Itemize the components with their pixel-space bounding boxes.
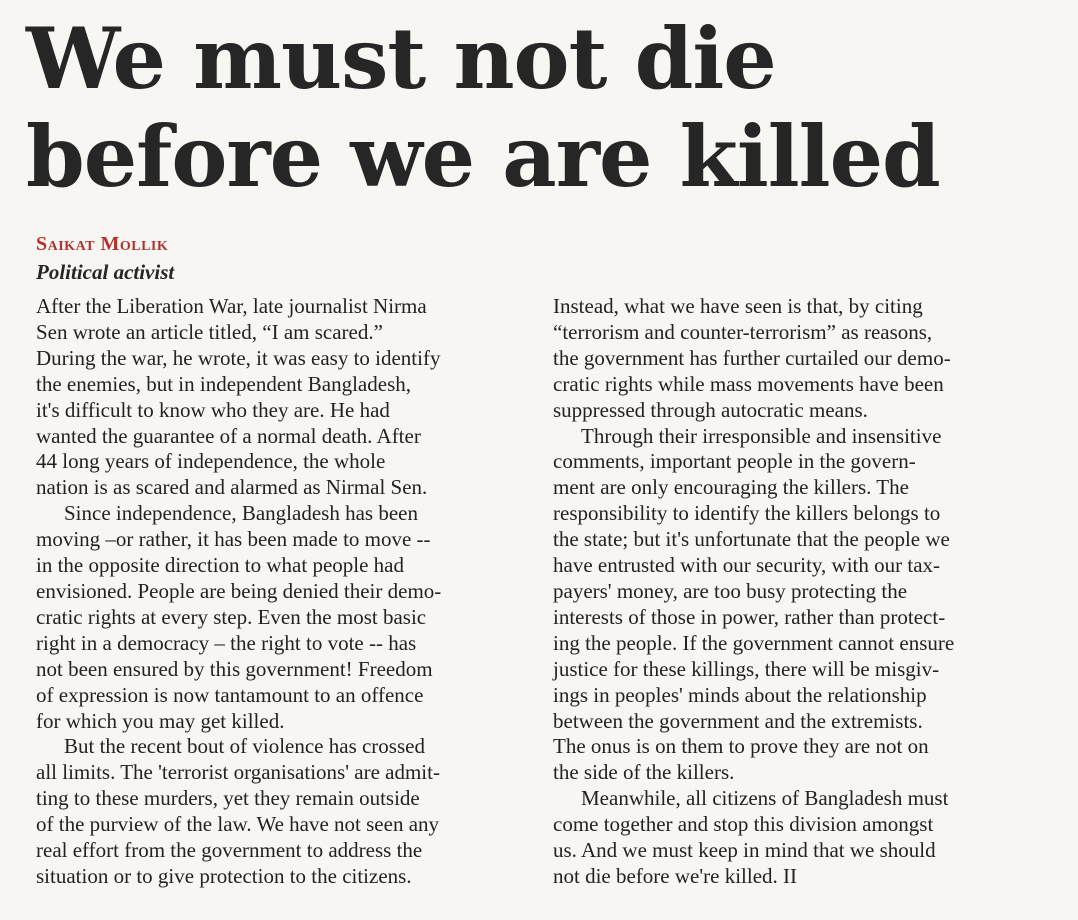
body-text-line: Instead, what we have seen is that, by citing xyxy=(553,294,923,318)
body-text-line: Through their irresponsible and insensitive xyxy=(581,423,942,448)
body-text-line: the government has further curtailed our demo- xyxy=(553,345,951,370)
body-text-line: ings in peoples' minds about the relationship xyxy=(553,682,927,707)
body-text-line: of expression is now tantamount to an offence xyxy=(36,682,424,707)
body-text-line: between the government and the extremists. xyxy=(553,708,923,733)
right-column xyxy=(553,294,1053,890)
body-text-line: ing the people. If the government cannot ensure xyxy=(553,630,955,655)
body-text-line: “terrorism and counter-terrorism” as reasons, xyxy=(553,319,933,344)
body-text-line: have entrusted with our security, with our tax- xyxy=(553,553,941,578)
body-text-line: in the opposite direction to what people had xyxy=(36,553,404,578)
body-text-line: all limits. The 'terrorist organisations' are admit- xyxy=(36,760,440,785)
body-text-line: suppressed through autocratic means. xyxy=(553,397,868,422)
body-text-line: ting to these murders, yet they remain outside xyxy=(36,786,420,811)
body-text-line: us. And we must keep in mind that we should xyxy=(553,838,936,863)
body-text-line: the enemies, but in independent Bangladesh, xyxy=(36,371,411,396)
body-text-line: Meanwhile, all citizens of Bangladesh must xyxy=(581,786,949,811)
body-text-line: But the recent bout of violence has crossed xyxy=(64,734,425,759)
body-text-line: the side of the killers. xyxy=(553,760,735,785)
body-text-line: After the Liberation War, late journalist Nirma xyxy=(36,294,427,318)
body-text-line: envisioned. People are being denied their demo- xyxy=(36,578,442,603)
body-text-line: ment are only encouraging the killers. The xyxy=(553,475,909,500)
body-text-line: Since independence, Bangladesh has been xyxy=(64,501,418,526)
body-text-line: not die before we're killed. II xyxy=(553,863,798,888)
body-text-line: situation or to give protection to the citizens. xyxy=(36,863,412,888)
body-text-line: right in a democracy – the right to vote -- has xyxy=(36,630,417,655)
body-text-line: of the purview of the law. We have not seen any xyxy=(36,812,440,837)
author-name: Saikat Mollik xyxy=(36,233,169,255)
headline-line-1: We must not die xyxy=(26,9,776,108)
body-text-line: nation is as scared and alarmed as Nirmal Sen. xyxy=(36,475,428,500)
body-text-line: comments, important people in the govern- xyxy=(553,449,916,474)
body-text-line: payers' money, are too busy protecting the xyxy=(553,578,908,603)
left-column xyxy=(36,294,528,890)
body-text-line: real effort from the government to address the xyxy=(36,838,423,863)
body-text-line: moving –or rather, it has been made to move -- xyxy=(36,527,431,552)
body-text-line: for which you may get killed. xyxy=(36,708,285,733)
body-text-line: interests of those in power, rather than protect- xyxy=(553,604,946,629)
author-role: Political activist xyxy=(36,260,175,284)
body-text-line: During the war, he wrote, it was easy to identify xyxy=(36,345,441,370)
body-text-line: responsibility to identify the killers belongs to xyxy=(553,501,941,526)
body-text-line: the state; but it's unfortunate that the people we xyxy=(553,527,950,552)
headline-line-2: before we are killed xyxy=(26,107,940,206)
body-text-line: cratic rights while mass movements have been xyxy=(553,371,944,396)
body-text-line: it's difficult to know who they are. He had xyxy=(36,397,390,422)
body-text-line: The onus is on them to prove they are not on xyxy=(553,734,929,759)
headline xyxy=(26,10,1066,206)
body-text-line: justice for these killings, there will be misgiv- xyxy=(553,656,940,681)
body-text-line: wanted the guarantee of a normal death. After xyxy=(36,423,421,448)
body-text-line: not been ensured by this government! Freedom xyxy=(36,656,433,681)
body-text-line: 44 long years of independence, the whole xyxy=(36,449,386,474)
body-text-line: Sen wrote an article titled, “I am scared.” xyxy=(36,319,383,344)
body-text-line: come together and stop this division amongst xyxy=(553,812,934,837)
body-text-line: cratic rights at every step. Even the most basic xyxy=(36,604,427,629)
